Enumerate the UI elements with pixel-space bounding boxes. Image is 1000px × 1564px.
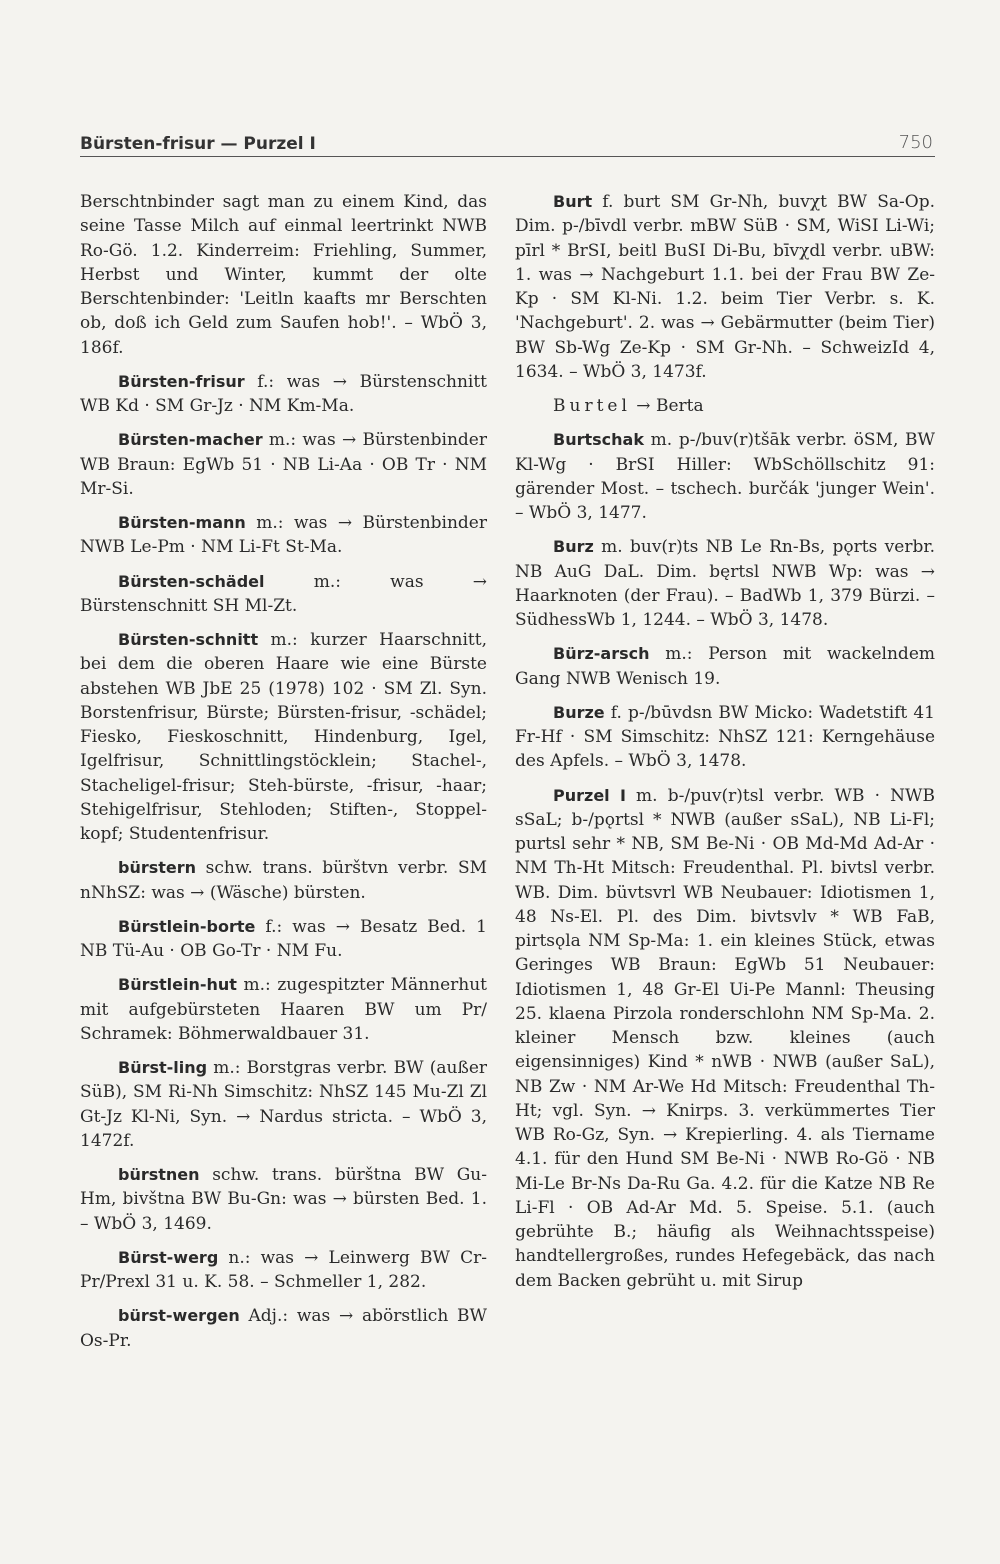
entry-buerstlein-hut (80, 973, 487, 1046)
left-column (80, 190, 487, 1363)
header-title: Bürsten-frisur — Purzel I (80, 134, 316, 154)
right-column (515, 190, 935, 1303)
running-header (80, 130, 935, 157)
entry-buerst-wergen (80, 1304, 487, 1353)
entry-body: m.: Person mit wackelndem Gang NWB Wenisch 19. (515, 644, 935, 689)
headword: Bürst-werg (118, 1247, 219, 1267)
entry-burt (515, 190, 935, 384)
entry-body: f.: was → Bürstenschnitt WB Kd · SM Gr-Jz · NM Km-Ma. (80, 371, 487, 416)
entry-body: m.: was → Bürstenschnitt SH Ml-Zt. (80, 571, 487, 616)
entry-burze (515, 701, 935, 774)
entry-body: m.: was → Bürstenbinder NWB Le-Pm · NM Li-Ft St-Ma. (80, 513, 487, 558)
entry-buerst-werg (80, 1246, 487, 1295)
entry-buerstlein-borte (80, 915, 487, 964)
entry-burz (515, 535, 935, 632)
headword: Bürsten-macher (118, 430, 263, 450)
entry-body: m.: was → Bürstenbinder WB Braun: EgWb 51 · NB Li-Aa · OB Tr · NM Mr-Si. (80, 430, 487, 499)
entry-body: f. p-/būvdsn BW Micko: Wadetstift 41 Fr-Hf · SM Simschitz: NhSZ 121: Kerngehäuse des Apfels. – WbÖ 3, 1478. (515, 702, 935, 772)
headword: Burtel (553, 396, 631, 416)
entry-burtel (515, 394, 935, 418)
entry-buersten-schaedel (80, 570, 487, 619)
headword: Bürsten-frisur (118, 371, 245, 391)
headword: Burze (553, 702, 605, 722)
entry-body: m. buv(r)ts NB Le Rn-Bs, pǫrts verbr. NB AuG DaL. Dim. bęrtsl NWB Wp: was → Haarknoten (der Frau). – BadWb 1, 379 Bürzi. – SüdhessWb 1, 1244. – WbÖ 3, 1478. (515, 537, 935, 630)
entry-body: Adj.: was → abörstlich BW Os-Pr. (80, 1306, 487, 1351)
entry-buersten-schnitt (80, 628, 487, 846)
headword: Bürst-ling (118, 1058, 208, 1077)
headword: Bürsten-schnitt (118, 630, 259, 649)
entry-buersten-macher (80, 428, 487, 501)
headword: Bürstlein-hut (118, 975, 237, 995)
headword: Burt (553, 192, 593, 211)
entry-body: f.: was → Besatz Bed. 1 NB Tü-Au · OB Go-Tr · NM Fu. (80, 916, 487, 961)
entry-body: m.: Borstgras verbr. BW (außer SüB), SM Ri-Nh Simschitz: NhSZ 145 Mu-Zl Zl Gt-Jz Kl-Ni, Syn. → Nardus stricta. – WbÖ 3, 1472f. (80, 1058, 487, 1151)
headword: Bürstlein-borte (118, 916, 256, 936)
entry-buerst-ling (80, 1056, 487, 1153)
entry-buersten-frisur (80, 370, 487, 419)
headword: bürstern (118, 858, 197, 878)
page-number: 750 (898, 132, 933, 153)
entry-buerstnen (80, 1163, 487, 1236)
entry-body: m. p-/buv(r)tšāk verbr. öSM, BW Kl-Wg · BrSI Hiller: WbSchöllschitz 91: gärender Most. – tschech. burčák 'junger Wein'. – WbÖ 3, 1477. (515, 430, 935, 523)
entry-burtschak (515, 428, 935, 525)
entry-body: m. b-/puv(r)tsl verbr. WB · NWB sSaL; b-/pǫrtsl * NWB (außer sSaL), NB Li-Fl; purtsl sehr * NB, SM Be-Ni · OB Md-Md Ad-Ar · NM Th-Ht Mitsch: Freudenthal. Pl. bivtsl verbr. WB. Dim. büvtsvrl WB Neubauer: Idiotismen 1, 48 Ns-El. Pl. des Dim. bivtsvlv * WB FaB, pirtsǫla NM Sp-Ma: 1. ein kleines Stück, etwas Geringes WB Braun: EgWb 51 Neubauer: Idiotismen 1, 48 Gr-El Ui-Pe Mannl: Theusing 25. klaena Pirzola ronderschlohn NM Sp-Ma. 2. kleiner Mensch bzw. kleines (auch eigensinniges) Kind * nWB · NWB (außer SaL), NB Zw · NM Ar-We Hd Mitsch: Freudenthal Th-Ht; vgl. Syn. → Knirps. 3. verkümmertes Tier WB Ro-Gz, Syn. → Krepierling. 4. als Tiername 4.1. für den Hund SM Be-Ni · NWB Ro-Gö · NB Mi-Le Br-Ns Da-Ru Ga. 4.2. für die Katze NB Re Li-Fl · OB Ad-Ar Md. 5. Speise. 5.1. (auch gebrühte B.; häufig als Weihnachtsspeise) handtellergroßes, rundes Hefegebäck, das nach dem Backen gebrüht u. mit Sirup (515, 785, 935, 1291)
headword: Bürsten-mann (118, 513, 246, 532)
entry-body: schw. trans. bürštvn verbr. SM nNhSZ: was → (Wäsche) bürsten. (80, 858, 487, 903)
entry-purzel-i (515, 784, 935, 1293)
headword: Purzel I (553, 785, 626, 805)
entry-buersten-mann (80, 511, 487, 560)
headword: Bürsten-schädel (118, 571, 265, 591)
entry-body: n.: was → Leinwerg BW Cr-Pr/Prexl 31 u. K. 58. – Schmeller 1, 282. (80, 1247, 487, 1292)
headword: bürstnen (118, 1165, 200, 1184)
headword: Burz (553, 537, 594, 557)
entry-body: → Berta (630, 396, 704, 416)
entry-body: f. burt SM Gr-Nh, buvχt BW Sa-Op. Dim. p-/bīvdl verbr. mBW SüB · SM, WiSI Li-Wi; pīrl * BrSI, beitl BuSI Di-Bu, bīvχdl verbr. uBW: 1. was → Nachgeburt 1.1. bei der Frau BW Ze-Kp · SM Kl-Ni. 1.2. beim Tier Verbr. s. K. 'Nachgeburt'. 2. was → Gebärmutter (beim Tier) BW Sb-Wg Ze-Kp · SM Gr-Nh. – SchweizId 4, 1634. – WbÖ 3, 1473f. (515, 192, 935, 382)
headword: Burtschak (553, 430, 644, 450)
entry-buerz-arsch (515, 642, 935, 691)
headword: bürst-wergen (118, 1306, 240, 1326)
entry-body: schw. trans. bürštna BW Gu-Hm, bivštna BW Bu-Gn: was → bürsten Bed. 1. – WbÖ 3, 1469. (80, 1165, 487, 1234)
entry-body: m.: zugespitzter Männerhut mit aufgebürsteten Haaren BW um Pr/ Schramek: Böhmerwaldbauer 31. (80, 975, 487, 1044)
entry-body: m.: kurzer Haarschnitt, bei dem die oberen Haare wie eine Bürste abstehen WB JbE 25 (1978) 102 · SM Zl. Syn. Borstenfrisur, Bürste; Bürsten-frisur, -schädel; Fiesko, Fieskoschnitt, Hindenburg, Igel, Igelfrisur, Schnittlingstöcklein; Stachel-, Stacheligel-frisur; Steh-bürste, -frisur, -haar; Stehigelfrisur, Stehloden; Stiften-, Stoppel-kopf; Studentenfrisur. (80, 630, 487, 844)
continued-entry: Berschtnbinder sagt man zu einem Kind, das seine Tasse Milch auf einmal leertrinkt NWB Ro-Gö. 1.2. Kinderreim: Friehling, Summer, Herbst und Winter, kummt der olte Berschtenbinder: 'Leitln kaafts mr Berschten ob, doß ich Geld zum Saufen hob!'. – WbÖ 3, 186f. (80, 192, 487, 358)
headword: Bürz-arsch (553, 644, 650, 664)
entry-buerstern (80, 856, 487, 905)
